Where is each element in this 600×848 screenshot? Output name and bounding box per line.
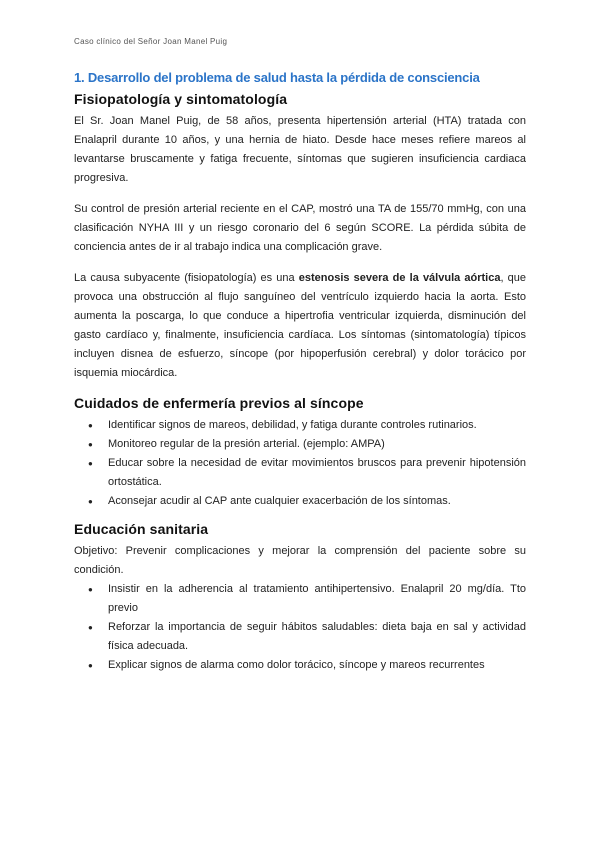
subheading-educacion: Educación sanitaria [74,521,209,537]
list-item: ● Explicar signos de alarma como dolor torácico, síncope y mareos recurrentes [74,656,526,675]
paragraph-underlying-cause [74,269,526,383]
list-item: ● Identificar signos de mareos, debilidad, y fatiga durante controles rutinarios. [74,416,526,435]
educacion-list [74,580,526,675]
list-item: ● Insistir en la adherencia al tratamiento antihipertensivo. Enalapril 20 mg/día. Tto previo [74,580,526,618]
paragraph-blood-pressure: Su control de presión arterial reciente en el CAP, mostró una TA de 155/70 mmHg, con una clasificación NYHA III y un riesgo coronario del 6 según SCORE. La pérdida súbita de conciencia antes de ir al trabajo indica una complicación grave. [74,203,526,253]
subheading-cuidados: Cuidados de enfermería previos al síncope [74,395,364,411]
cause-text-before: La causa subyacente (fisiopatología) es una [74,272,299,284]
list-item: ● Monitoreo regular de la presión arterial. (ejemplo: AMPA) [74,435,526,454]
cuidados-list [74,416,526,511]
paragraph-objective: Objetivo: Prevenir complicaciones y mejorar la comprensión del paciente sobre su condición. [74,545,526,576]
running-header: Caso clínico del Señor Joan Manel Puig [74,37,228,46]
list-item: ● Educar sobre la necesidad de evitar movimientos bruscos para prevenir hipotensión ortostática. [74,454,526,492]
subheading-fisiopatologia: Fisiopatología y sintomatología [74,91,288,107]
section-title: 1. Desarrollo del problema de salud hasta la pérdida de consciencia [74,70,480,85]
cause-text-after: , que provoca una obstrucción al flujo sanguíneo del ventrículo izquierdo hacia la aorta. Esto aumenta la poscarga, lo que conduce a hipertrofia ventricular izquierda, disminución del gasto cardíaco y, finalmente, insuficiencia cardíaca. Los síntomas (sintomatología) típicos incluyen disnea de esfuerzo, síncope (por hipoperfusión cerebral) y dolor torácico por isquemia miocárdica. [74,272,526,379]
paragraph-patient-history: El Sr. Joan Manel Puig, de 58 años, presenta hipertensión arterial (HTA) tratada con Enalapril durante 10 años, y una hernia de hiato. Desde hace meses refiere mareos al levantarse bruscamente y fatiga frecuente, síntomas que sugieren insuficiencia cardiaca progresiva. [74,115,526,184]
list-item: ● Reforzar la importancia de seguir hábitos saludables: dieta baja en sal y actividad física adecuada. [74,618,526,656]
list-item: ● Aconsejar acudir al CAP ante cualquier exacerbación de los síntomas. [74,492,526,511]
cause-bold-diagnosis: estenosis severa de la válvula aórtica [298,272,501,284]
document-body [74,70,526,685]
